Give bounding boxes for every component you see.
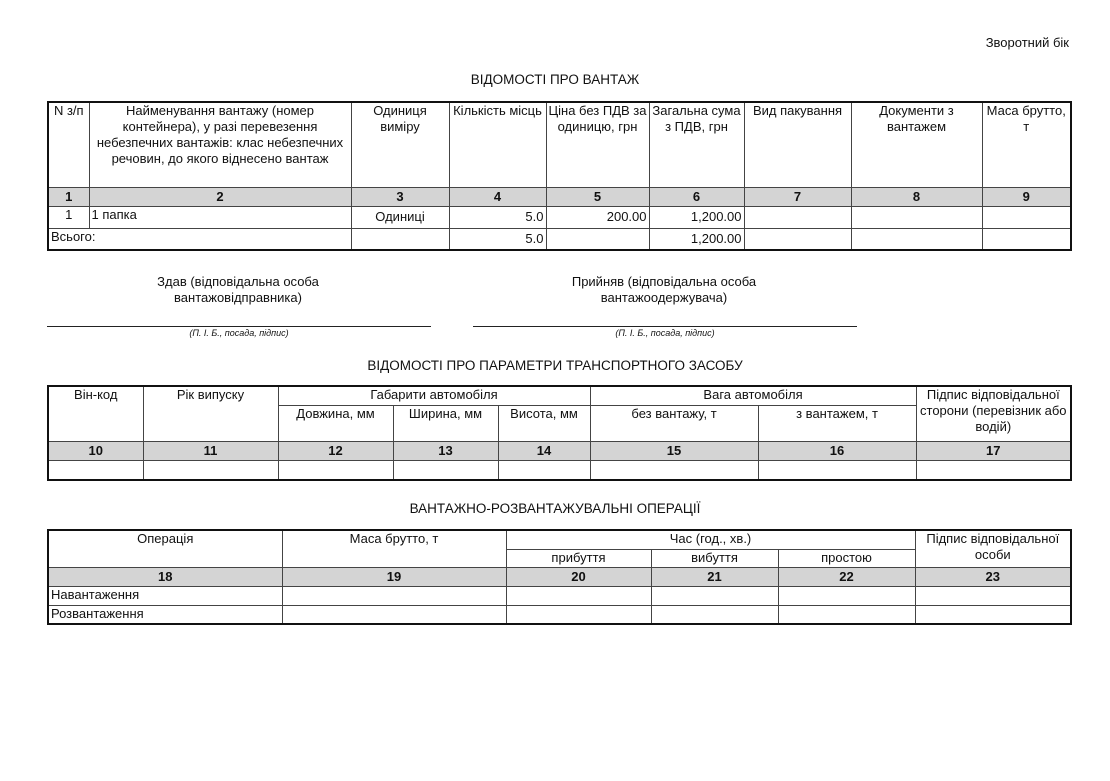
arrival-header: прибуття: [506, 549, 651, 567]
gross-header: Маса брутто, т: [282, 530, 506, 567]
operations-header-row: [48, 530, 1071, 549]
empty-weight-header: без вантажу, т: [590, 405, 758, 441]
empty-cell: [851, 228, 982, 250]
dims-group-header: Габарити автомобіля: [278, 386, 590, 405]
departure-header: вибуття: [651, 549, 778, 567]
empty-cell: [498, 460, 590, 480]
total-row: [48, 228, 1071, 250]
documents: [851, 206, 982, 228]
table-row: [48, 460, 1071, 480]
empty-cell: [651, 605, 778, 624]
col-header: Кількість місць: [449, 102, 546, 187]
col-number: 3: [351, 187, 449, 206]
height-header: Висота, мм: [498, 405, 590, 441]
operation-loading: Навантаження: [48, 586, 282, 605]
col-number: 11: [143, 441, 278, 460]
col-number: 6: [649, 187, 744, 206]
col-number: 1: [48, 187, 89, 206]
empty-cell: [282, 586, 506, 605]
col-header: Маса брутто, т: [982, 102, 1071, 187]
operations-title: ВАНТАЖНО-РОЗВАНТАЖУВАЛЬНІ ОПЕРАЦІЇ: [409, 501, 701, 516]
empty-cell: [744, 228, 851, 250]
col-number: 10: [48, 441, 143, 460]
signature-header: Підпис відповідальної особи: [915, 530, 1071, 567]
col-number: 20: [506, 567, 651, 586]
total-sum: 1,200.00: [649, 206, 744, 228]
empty-cell: [916, 460, 1071, 480]
col-number: 12: [278, 441, 393, 460]
cargo-table: [47, 101, 1072, 251]
col-number: 13: [393, 441, 498, 460]
cargo-number-row: [48, 187, 1071, 206]
col-number: 18: [48, 567, 282, 586]
handed-caption: (П. І. Б., посада, підпис): [189, 328, 289, 338]
unit: Одиниці: [351, 206, 449, 228]
col-number: 8: [851, 187, 982, 206]
empty-cell: [915, 586, 1071, 605]
width-header: Ширина, мм: [393, 405, 498, 441]
empty-cell: [393, 460, 498, 480]
handed-label: Здав (відповідальна особа вантажовідправника): [157, 274, 319, 305]
empty-cell: [48, 460, 143, 480]
places: 5.0: [449, 206, 546, 228]
total-sum: 1,200.00: [649, 228, 744, 250]
table-row: [48, 206, 1071, 228]
col-number: 14: [498, 441, 590, 460]
col-number: 16: [758, 441, 916, 460]
table-row: [48, 586, 1071, 605]
col-number: 2: [89, 187, 351, 206]
weight-group-header: Вага автомобіля: [590, 386, 916, 405]
empty-cell: [143, 460, 278, 480]
empty-cell: [506, 605, 651, 624]
col-number: 7: [744, 187, 851, 206]
gross-weight: [982, 206, 1071, 228]
total-label: Всього:: [48, 228, 351, 250]
empty-cell: [506, 586, 651, 605]
operations-table: [47, 529, 1072, 625]
vehicle-header-row: [48, 386, 1071, 405]
price: 200.00: [546, 206, 649, 228]
signature-header: Підпис відповідальної сторони (перевізник або водій): [916, 386, 1071, 441]
packaging: [744, 206, 851, 228]
empty-cell: [351, 228, 449, 250]
length-header: Довжина, мм: [278, 405, 393, 441]
empty-cell: [546, 228, 649, 250]
total-places: 5.0: [449, 228, 546, 250]
received-label: Прийняв (відповідальна особа вантажоодержувача): [571, 274, 757, 305]
vehicle-title: ВІДОМОСТІ ПРО ПАРАМЕТРИ ТРАНСПОРТНОГО ЗАСОБУ: [367, 358, 743, 373]
back-side-label: Зворотний бік: [985, 35, 1069, 50]
empty-cell: [590, 460, 758, 480]
empty-cell: [915, 605, 1071, 624]
col-number: 19: [282, 567, 506, 586]
time-group-header: Час (год., хв.): [506, 530, 915, 549]
col-header: Ціна без ПДВ за одиницю, грн: [546, 102, 649, 187]
idle-header: простою: [778, 549, 915, 567]
received-caption: (П. І. Б., посада, підпис): [615, 328, 715, 338]
empty-cell: [278, 460, 393, 480]
col-number: 21: [651, 567, 778, 586]
operation-header: Операція: [48, 530, 282, 567]
col-number: 22: [778, 567, 915, 586]
handed-signature-line: [47, 326, 431, 327]
cargo-header-row: [48, 102, 1071, 187]
vin-header: Він-код: [48, 386, 143, 441]
empty-cell: [758, 460, 916, 480]
operations-number-row: [48, 567, 1071, 586]
col-number: 15: [590, 441, 758, 460]
col-number: 4: [449, 187, 546, 206]
empty-cell: [982, 228, 1071, 250]
col-number: 23: [915, 567, 1071, 586]
col-number: 17: [916, 441, 1071, 460]
cargo-title: ВІДОМОСТІ ПРО ВАНТАЖ: [470, 72, 640, 87]
table-row: [48, 605, 1071, 624]
empty-cell: [778, 586, 915, 605]
col-number: 9: [982, 187, 1071, 206]
vehicle-number-row: [48, 441, 1071, 460]
vehicle-table: [47, 385, 1072, 481]
empty-cell: [282, 605, 506, 624]
col-header: Одиниця виміру: [351, 102, 449, 187]
col-header: N з/п: [48, 102, 89, 187]
col-header: Вид пакування: [744, 102, 851, 187]
cargo-name: 1 папка: [89, 206, 351, 228]
received-signature-line: [473, 326, 857, 327]
loaded-weight-header: з вантажем, т: [758, 405, 916, 441]
col-header: Найменування вантажу (номер контейнера), у разі перевезення небезпечних вантажів: клас небезпечних речовин, до якого віднесено вантаж: [89, 102, 351, 187]
col-header: Загальна сума з ПДВ, грн: [649, 102, 744, 187]
empty-cell: [778, 605, 915, 624]
year-header: Рік випуску: [143, 386, 278, 441]
operation-unloading: Розвантаження: [48, 605, 282, 624]
empty-cell: [651, 586, 778, 605]
row-number: 1: [48, 206, 89, 228]
col-number: 5: [546, 187, 649, 206]
col-header: Документи з вантажем: [851, 102, 982, 187]
